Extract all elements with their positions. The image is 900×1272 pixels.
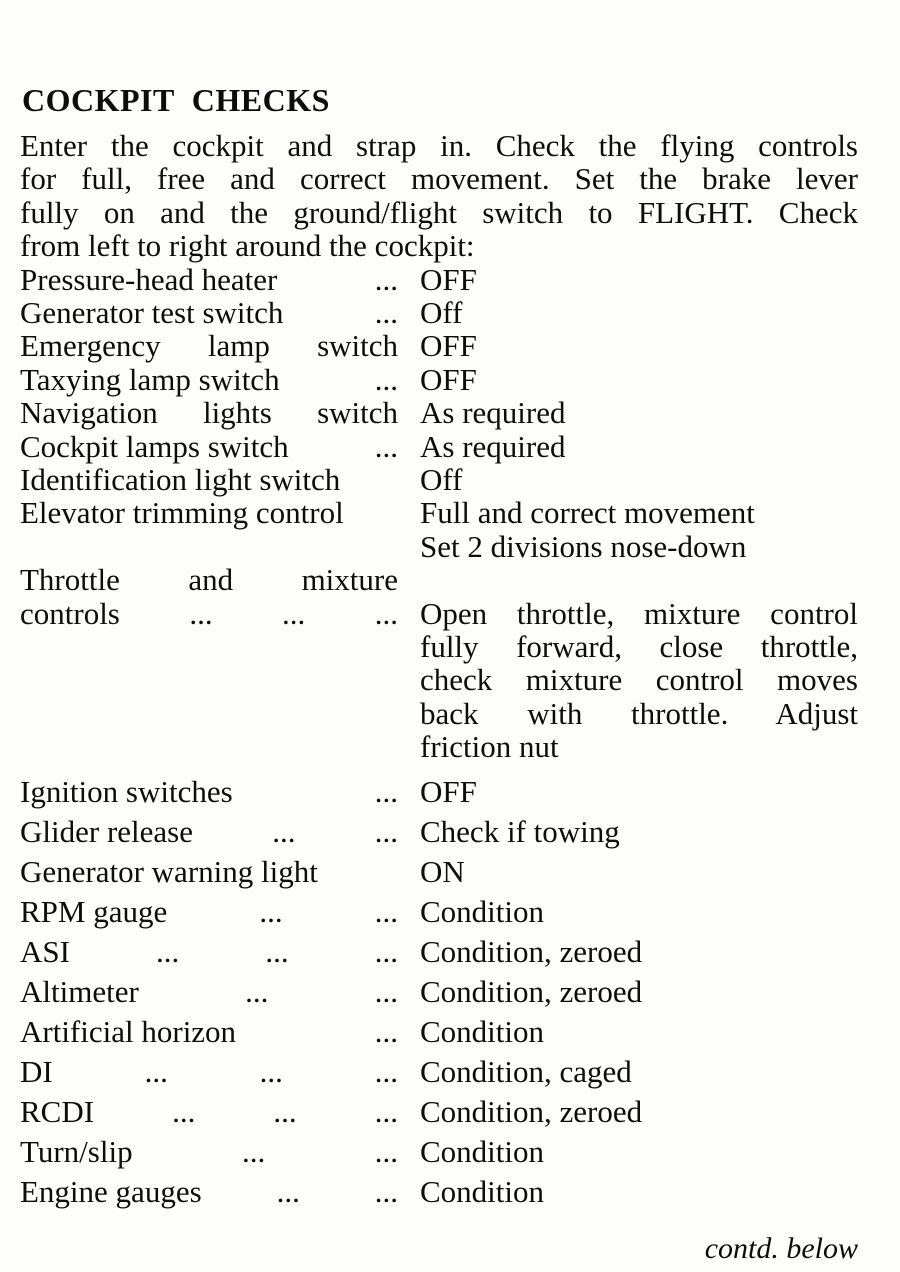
intro-line: for full, free and correct movement. Set the brake lever [20, 161, 858, 197]
continued-note: contd. below [704, 1231, 858, 1265]
label-segment: switch [317, 395, 398, 431]
check-item-value: Condition [420, 1013, 545, 1049]
dot-leader: ... [374, 1053, 398, 1089]
dot-leader: ... [259, 1053, 283, 1089]
check-item-value [420, 496, 858, 563]
checklist-row [20, 1012, 858, 1052]
check-item-label [20, 1052, 398, 1092]
label-segment: Emergency [20, 328, 161, 364]
checklist-row [20, 1132, 858, 1172]
dot-leader: ... [374, 1173, 398, 1209]
check-item-label [20, 1172, 398, 1212]
check-item-value: ON [420, 853, 465, 889]
check-item-value: Condition [420, 893, 545, 929]
label-segment: mixture [301, 562, 398, 598]
checklist-row [20, 296, 858, 329]
checklist-row [20, 430, 858, 463]
label-segment: Generator test switch [20, 295, 284, 331]
dot-leader: ... [374, 973, 398, 1009]
check-item-value [420, 563, 858, 763]
checklist-row [20, 932, 858, 972]
label-segment: Artificial horizon [20, 1013, 237, 1049]
label-segment: DI [20, 1053, 53, 1089]
dot-leader: ... [374, 295, 398, 331]
check-item-label [20, 1132, 398, 1172]
dot-leader: ... [374, 773, 398, 809]
dot-leader: ... [374, 813, 398, 849]
label-segment: switch [317, 328, 398, 364]
check-item-value: OFF [420, 773, 477, 809]
label-segment: ASI [20, 933, 70, 969]
check-item-value-line: Full and correct movement [420, 495, 755, 531]
checklist-row [20, 463, 858, 496]
intro-line: Enter the cockpit and strap in. Check the flying controls [20, 128, 858, 163]
check-item-value: As required [420, 395, 566, 431]
dot-leader: ... [374, 428, 398, 464]
label-segment: Elevator trimming control [20, 495, 344, 531]
dot-leader: ... [272, 813, 296, 849]
check-item-label [20, 892, 398, 932]
dot-leader: ... [144, 1053, 168, 1089]
check-item-value: Condition, zeroed [420, 933, 643, 969]
check-item-value-line: check mixture control moves [420, 662, 858, 698]
dot-leader: ... [245, 973, 269, 1009]
dot-leader: ... [374, 933, 398, 969]
dot-leader: ... [282, 595, 306, 631]
checklist-row [20, 772, 858, 812]
check-item-label [20, 430, 398, 463]
label-segment: Altimeter [20, 973, 139, 1009]
checklist-upper [20, 263, 858, 564]
checklist-row [20, 1052, 858, 1092]
intro-line: from left to right around the cockpit: [20, 228, 475, 264]
check-item-label [20, 263, 398, 296]
checklist-row [20, 329, 858, 362]
label-segment: RPM gauge [20, 893, 168, 929]
checklist-row [20, 812, 858, 852]
check-item-label [20, 1092, 398, 1132]
check-item-value: OFF [420, 328, 477, 364]
check-item-value: Off [420, 295, 463, 331]
checklist-row [20, 972, 858, 1012]
checklist-row [20, 363, 858, 396]
label-segment: Taxying lamp switch [20, 361, 280, 397]
checklist-row [20, 496, 858, 563]
check-item-label [20, 463, 398, 496]
dot-leader: ... [242, 1133, 266, 1169]
check-item-label-line [20, 597, 398, 630]
checklist-row [20, 1172, 858, 1212]
check-item-label [20, 563, 398, 763]
check-item-value: Condition [420, 1173, 545, 1209]
dot-leader: ... [374, 1093, 398, 1129]
checklist-row [20, 852, 858, 892]
intro-paragraph [20, 129, 858, 263]
label-segment: Navigation [20, 395, 158, 431]
label-segment: Identification light switch [20, 462, 341, 498]
checklist-row [20, 396, 858, 429]
check-item-value: Condition, zeroed [420, 1093, 643, 1129]
dot-leader: ... [189, 595, 213, 631]
intro-line: fully on and the ground/flight switch to FLIGHT. Check [20, 194, 858, 230]
dot-leader: ... [276, 1173, 300, 1209]
check-item-value: As required [420, 428, 566, 464]
checklist-lower [20, 772, 858, 1212]
label-segment: Turn/slip [20, 1133, 133, 1169]
check-item-value-line: Open throttle, mixture control [420, 595, 858, 631]
check-item-value: Condition, zeroed [420, 973, 643, 1009]
check-item-value: Condition, caged [420, 1053, 632, 1089]
label-segment: Glider release [20, 813, 193, 849]
label-segment: Pressure-head heater [20, 261, 278, 297]
label-segment: lamp [207, 328, 270, 364]
dot-leader: ... [374, 1133, 398, 1169]
label-segment: Generator warning light [20, 853, 318, 889]
label-segment: Throttle [20, 562, 120, 598]
label-segment: RCDI [20, 1093, 95, 1129]
checklist-row [20, 263, 858, 296]
check-item-label [20, 772, 398, 812]
dot-leader: ... [259, 893, 283, 929]
label-segment: lights [202, 395, 272, 431]
dot-leader: ... [374, 261, 398, 297]
checklist-row [20, 1092, 858, 1132]
check-item-value-line: Set 2 divisions nose-down [420, 528, 747, 564]
page-title: COCKPIT CHECKS [22, 82, 330, 118]
check-item-label-line [20, 563, 398, 596]
dot-leader: ... [374, 361, 398, 397]
label-segment: Cockpit lamps switch [20, 428, 289, 464]
check-item-label [20, 852, 398, 892]
check-item-label [20, 396, 398, 429]
dot-leader: ... [374, 1013, 398, 1049]
check-item-label [20, 812, 398, 852]
check-item-value: Off [420, 462, 463, 498]
check-item-value-line: fully forward, close throttle, [420, 629, 858, 665]
label-segment: controls [20, 595, 120, 631]
check-item-value-line: friction nut [420, 729, 559, 765]
dot-leader: ... [374, 893, 398, 929]
label-segment: Engine gauges [20, 1173, 202, 1209]
dot-leader: ... [156, 933, 180, 969]
dot-leader: ... [172, 1093, 196, 1129]
check-item-label [20, 296, 398, 329]
checklist-row [20, 892, 858, 932]
check-item-value: OFF [420, 361, 477, 397]
dot-leader: ... [374, 595, 398, 631]
check-item-label [20, 329, 398, 362]
dot-leader: ... [265, 933, 289, 969]
check-item-value: Condition [420, 1133, 545, 1169]
label-segment: Ignition switches [20, 773, 233, 809]
checklist-row-throttle [20, 563, 858, 763]
check-item-value: Check if towing [420, 813, 620, 849]
check-item-label [20, 972, 398, 1012]
check-item-value: OFF [420, 261, 477, 297]
check-item-value-line: back with throttle. Adjust [420, 695, 858, 731]
dot-leader: ... [273, 1093, 297, 1129]
check-item-label [20, 496, 398, 563]
check-item-label [20, 363, 398, 396]
label-segment: and [188, 562, 234, 598]
check-item-label [20, 932, 398, 972]
check-item-label [20, 1012, 398, 1052]
